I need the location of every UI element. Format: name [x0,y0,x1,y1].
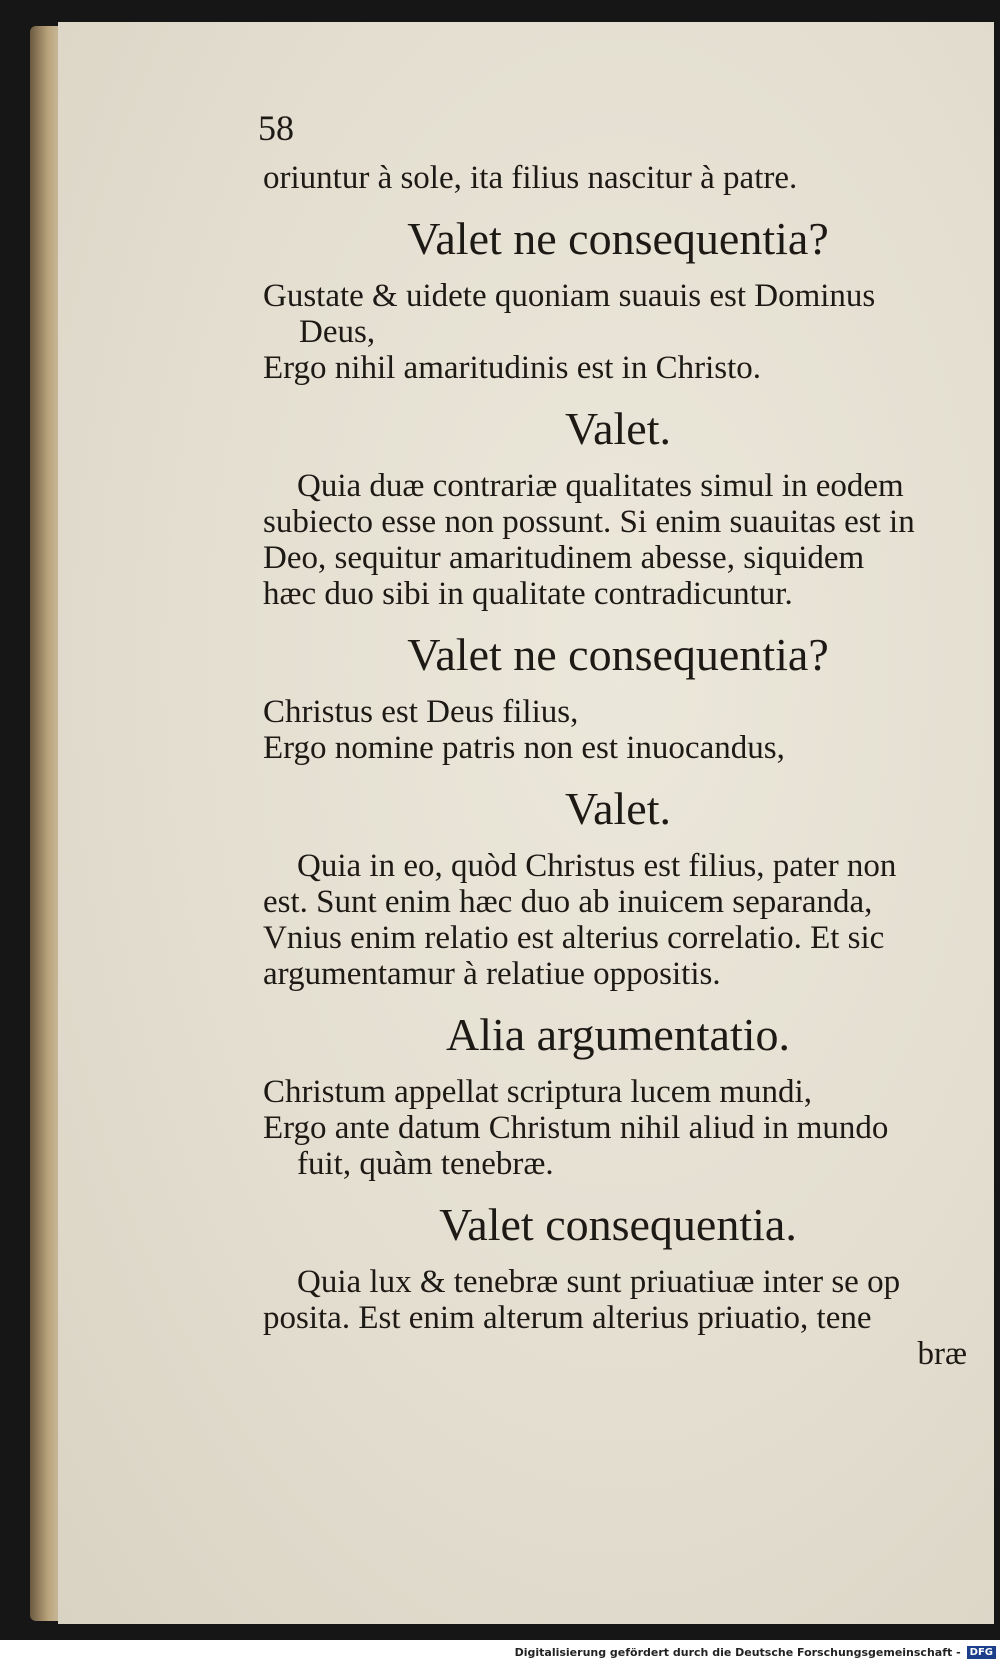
section-text [263,278,973,386]
dfg-logo: DFG [967,1646,996,1659]
text-line: est. Sunt enim hæc duo ab inuicem separanda, [263,884,873,920]
text-line: Christus est Deus filius, [263,694,579,730]
section-text [263,468,973,612]
section-heading: Valet. [564,403,671,454]
section-heading: Valet. [564,783,671,834]
catchword: bræ [917,1336,967,1372]
text-line: Deo, sequitur amaritudinem abesse, siquidem [263,540,865,576]
opening-line: oriuntur à sole, ita filius nascitur à patre. [263,160,798,196]
text-line: Quia in eo, quòd Christus est filius, pater non [297,848,897,884]
section-text [263,694,973,766]
text-line: Christum appellat scriptura lucem mundi, [263,1074,812,1110]
section-text [263,848,973,992]
text-line: subiecto esse non possunt. Si enim suauitas est in [263,504,915,540]
section-heading: Valet ne consequentia? [407,213,829,264]
section-text [263,1264,973,1372]
page-number: 58 [258,108,294,148]
text-line: Quia duæ contrariæ qualitates simul in eodem [297,468,904,504]
footer-strip [0,1640,1000,1664]
book-page [58,22,994,1624]
text-line: Vnius enim relatio est alterius correlatio. Et sic [263,920,885,956]
text-line: fuit, quàm tenebræ. [297,1146,554,1182]
text-line: Quia lux & tenebræ sunt priuatiuæ inter se op [297,1264,901,1300]
text-line: Ergo nihil amaritudinis est in Christo. [263,350,762,386]
text-line: hæc duo sibi in qualitate contradicuntur. [263,576,793,612]
text-line: Ergo ante datum Christum nihil aliud in mundo [263,1110,889,1146]
text-line: Ergo nomine patris non est inuocandus, [263,730,785,766]
text-block [263,160,973,1372]
text-line: Deus, [299,314,376,350]
text-line: Gustate & uidete quoniam suauis est Dominus [263,278,876,314]
section-heading: Valet ne consequentia? [407,629,829,680]
footer-credit: Digitalisierung gefördert durch die Deutsche Forschungsgemeinschaft - [514,1645,961,1659]
section-heading: Valet consequentia. [439,1199,797,1250]
text-line: posita. Est enim alterum alterius priuatio, tene [263,1300,872,1336]
text-line: argumentamur à relatiue oppositis. [263,956,721,992]
section-text [263,1074,973,1182]
section-heading: Alia argumentatio. [445,1009,791,1060]
